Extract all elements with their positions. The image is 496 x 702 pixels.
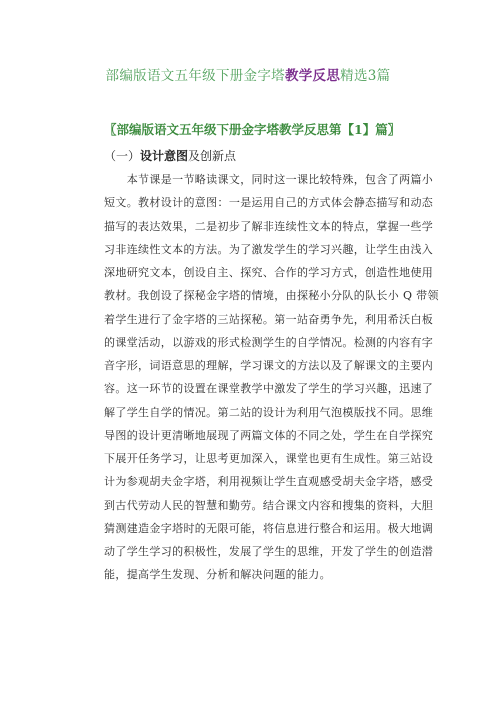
body-line: 本节课是一节略读课文，同时这一课比较特殊，包含了两篇小 <box>104 173 434 186</box>
body-line: 能，提高学生发现、分析和解决问题的能力。 <box>104 568 331 582</box>
body-line: 猜测建造金字塔时的无限可能，将信息进行整合和运用。极大地调 <box>104 521 434 535</box>
body-line: 音字形，词语意思的理解，学习课文的方法以及了解课文的主要内 <box>104 359 434 372</box>
body-line: 着学生进行了金字塔的三站探秘。第一站奋勇争先，利用希沃白板 <box>104 312 434 326</box>
section-heading <box>104 147 236 164</box>
title-part-2: 教学反思 <box>284 68 341 84</box>
body-line: 的课堂活动，以游戏的形式检测学生的自学情况。检测的内容有字 <box>104 335 434 349</box>
body-line: 习非连续性文本的方法。为了激发学生的学习兴趣，让学生由浅入 <box>104 242 434 256</box>
article-subtitle: 〖部编版语文五年级下册金字塔教学反思第【1】篇〗 <box>104 122 401 137</box>
body-line: 计为参观胡夫金字塔，利用视频让学生直观感受胡夫金字塔，感受 <box>104 475 434 489</box>
document-title <box>0 64 496 84</box>
body-line: 描写的表达效果，二是初步了解非连续性文本的特点，掌握一些学 <box>104 219 434 233</box>
body-line: 教材。我创设了探秘金字塔的情境，由探秘小分队的队长小 Q 带领 <box>104 289 439 303</box>
body-line: 容。这一环节的设置在课堂教学中激发了学生的学习兴趣，迅速了 <box>104 382 434 396</box>
body-line: 到古代劳动人民的智慧和勤劳。结合课文内容和搜集的资料，大胆 <box>104 498 434 512</box>
body-line: 动了学生学习的积极性，发展了学生的思维，开发了学生的创造潜 <box>104 545 434 558</box>
body-line: 短文。教材设计的意图：一是运用自己的方式体会静态描写和动态 <box>104 196 434 210</box>
body-line: 解了学生自学的情况。第二站的设计为利用气泡模版找不同。思维 <box>104 405 434 419</box>
section-heading-rest: 及创新点 <box>188 149 237 163</box>
body-line: 导图的设计更清晰地展现了两篇文体的不同之处，学生在自学探究 <box>104 428 434 442</box>
title-part-3: 精选3篇 <box>340 68 391 84</box>
body-line: 下展开任务学习，让思考更加深入，课堂也更有生成性。第三站设 <box>104 452 434 465</box>
section-heading-bold: 设计意图 <box>140 149 189 163</box>
body-line: 深地研究文本，创设自主、探究、合作的学习方式，创造性地使用 <box>104 266 434 279</box>
section-number: （一） <box>104 149 141 163</box>
body-paragraph <box>104 168 439 587</box>
title-part-1: 部编版语文五年级下册金字塔 <box>105 68 285 84</box>
